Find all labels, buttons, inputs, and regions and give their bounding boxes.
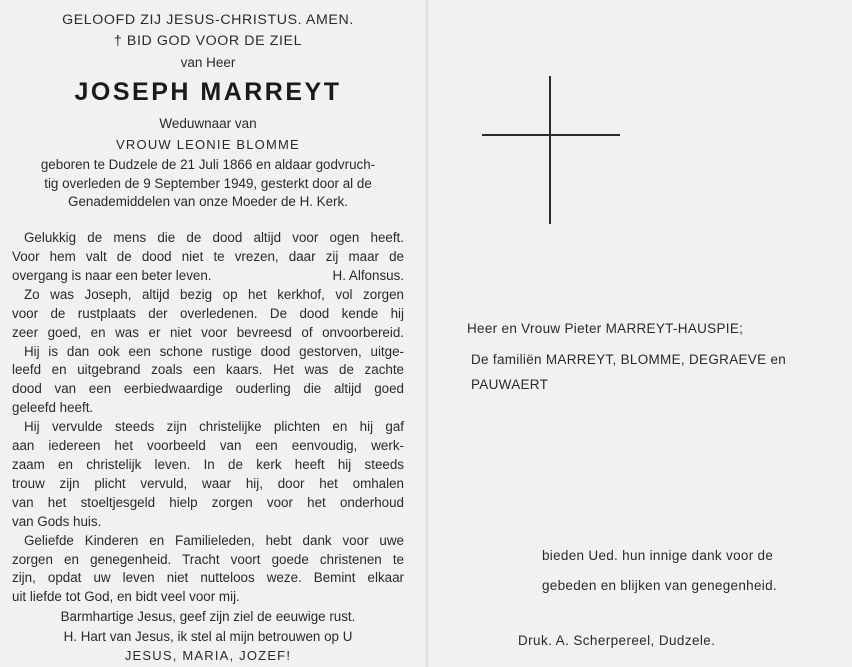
prayer-line: Barmhartige Jesus, geef zijn ziel de eeuwige rust. [60, 609, 356, 625]
spouse-name: VROUW LEONIE BLOMME [116, 137, 300, 152]
quote-row [12, 267, 404, 286]
paragraph-line: Voor hem valt de dood niet te vrezen, daar zij maar de [12, 249, 404, 265]
fold-line [426, 0, 428, 667]
left-page [12, 10, 404, 666]
header-line-1: GELOOFD ZIJ JESUS-CHRISTUS. AMEN. [62, 12, 354, 28]
paragraph-line: Hij vervulde steeds zijn christelijke plichten en hij gaf [24, 419, 404, 435]
paragraph-line: Geliefde Kinderen en Familieleden, hebt dank voor uwe [24, 532, 404, 548]
closing-prayer [12, 607, 404, 666]
paragraph-line: leefd en uitgebrand zoals een kaars. Het was de zachte [12, 362, 404, 378]
quote-author: H. Alfonsus. [332, 267, 404, 283]
thanks-line-2: gebeden en blijken van genegenheid. [542, 578, 777, 593]
paragraph-line: zeer goed, en was er niet voor bevreesd of onvoorbereid. [12, 324, 404, 340]
paragraph-line: geleefd heeft. [12, 400, 94, 416]
paragraph-line: dood van een eerbiedwaardige ouderling die altijd goed [12, 381, 404, 397]
deceased-name: JOSEPH MARREYT [74, 78, 342, 106]
family-line-3: PAUWAERT [471, 377, 549, 392]
relation-label: Weduwnaar van [159, 116, 257, 131]
paragraph-line: zaam en christelijk leven. In de kerk heeft hij steeds [12, 456, 404, 472]
bio-line: geboren te Dudzele de 21 Juli 1866 en aldaar godvruch- [40, 157, 376, 172]
paragraph-line: Hij is dan ook een schone rustige dood gestorven, uitge- [24, 343, 404, 359]
body-text [12, 229, 404, 607]
biography [12, 156, 404, 212]
header-line-2: † BID GOD VOOR DE ZIEL [113, 33, 303, 49]
paragraph-line: Gelukkig de mens die de dood altijd voor ogen heeft. [24, 230, 404, 246]
closing-names: JESUS, MARIA, JOZEF! [124, 648, 292, 664]
thanks-line-1: bieden Ued. hun innige dank voor de [542, 548, 774, 563]
paragraph-line: voor de rustplaats der overledenen. De dood kende hij [12, 305, 404, 321]
paragraph-line: van het stoeltjesgeld hielp zorgen voor het onderhoud [12, 494, 404, 510]
paragraph-line: aan iedereen het voorbeeld van een eenvoudig, werk- [12, 438, 404, 454]
paragraph-line: zorgen en genegenheid. Tracht voort goede christenen te [12, 551, 404, 567]
prayer-line: H. Hart van Jesus, ik stel al mijn betrouwen op U [63, 628, 353, 644]
paragraph-line: overgang is naar een beter leven. [12, 267, 212, 283]
bio-line: tig overleden de 9 September 1949, gesterkt door al de [44, 175, 372, 191]
header-line-3: van Heer [180, 55, 236, 70]
printer-credit: Druk. A. Scherpereel, Dudzele. [518, 633, 716, 648]
paragraph-line: trouw zijn plicht vervuld, waar hij, door het omhalen [12, 475, 404, 491]
family-line-1: Heer en Vrouw Pieter MARREYT-HAUSPIE; [467, 321, 744, 336]
bio-line: Genademiddelen van onze Moeder de H. Kerk. [68, 194, 348, 210]
family-line-2: De familiën MARREYT, BLOMME, DEGRAEVE en [471, 352, 787, 367]
cross-icon [482, 76, 620, 224]
paragraph-line: Zo was Joseph, altijd bezig op het kerkhof, vol zorgen [24, 286, 404, 302]
paragraph-line: van Gods huis. [12, 513, 102, 529]
paragraph-line: uit liefde tot God, en bidt veel voor mij. [12, 589, 240, 605]
paragraph-line: zijn, opdat uw leven niet nutteloos weze. Bemint elkaar [12, 570, 404, 586]
